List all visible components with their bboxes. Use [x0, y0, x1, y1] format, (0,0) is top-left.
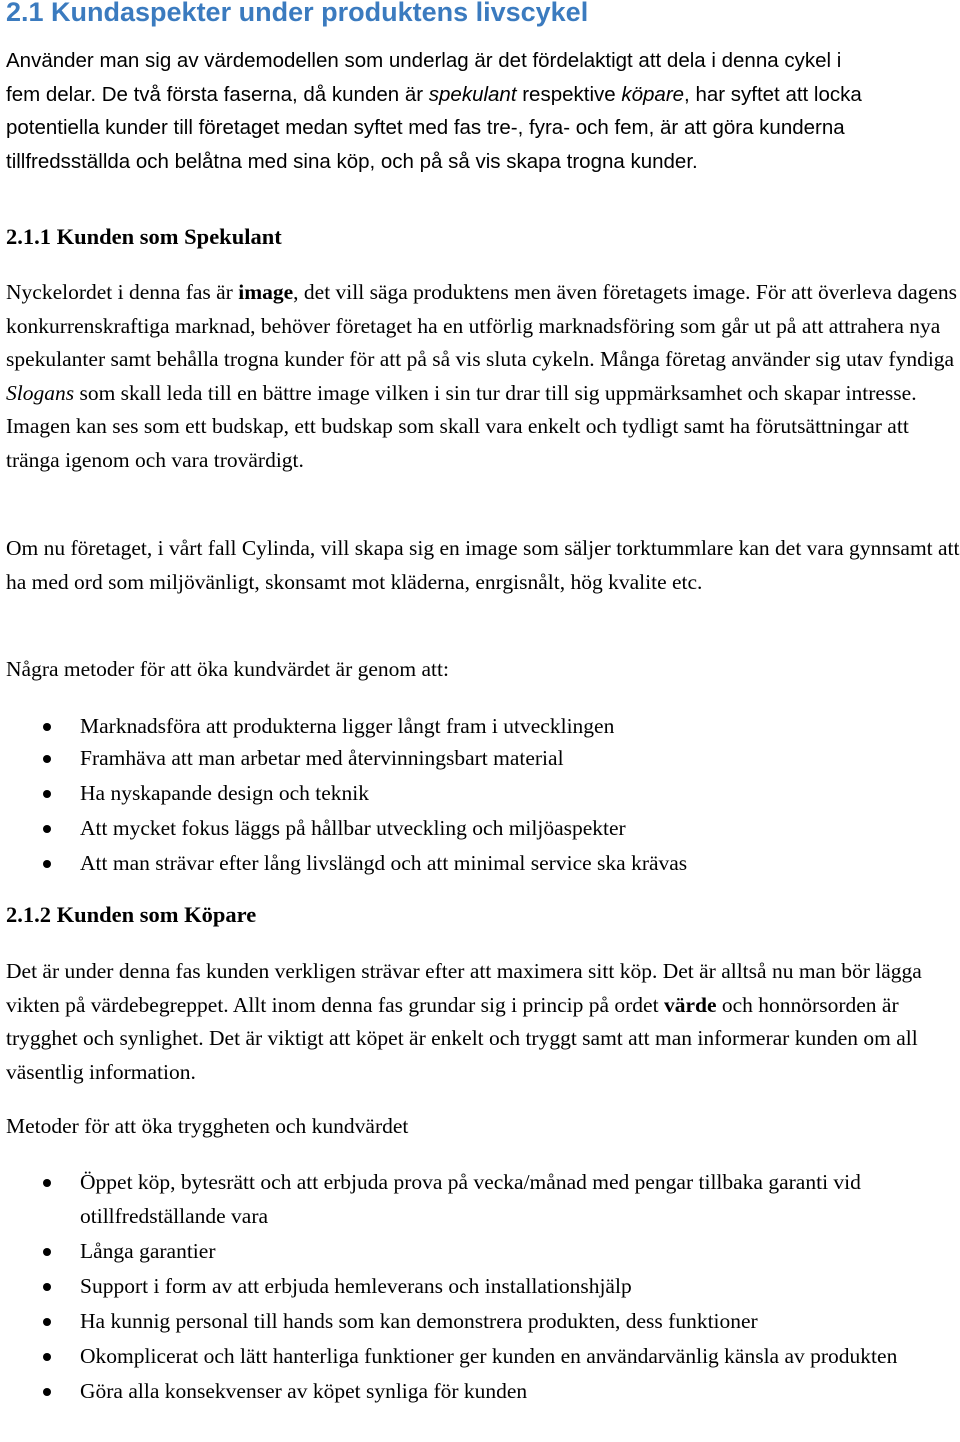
bullet-icon: [43, 723, 51, 731]
list-item: Att mycket fokus läggs på hållbar utveckling och miljöaspekter: [0, 812, 960, 846]
bullet-icon: [43, 1388, 51, 1396]
keyword-image: image: [238, 280, 294, 304]
bullet-icon: [43, 825, 51, 833]
intro-line-4: tillfredsställda och belåtna med sina köp, och på så vis skapa trogna kunder.: [6, 149, 698, 173]
bullet-icon: [43, 1248, 51, 1256]
intro-paragraph: [6, 44, 960, 178]
kopare-methods-intro: Metoder för att öka tryggheten och kundvärdet: [6, 1114, 409, 1138]
term-slogans: Slogans: [6, 380, 75, 405]
bullet-icon: [43, 1318, 51, 1326]
bullet-icon: [43, 1283, 51, 1291]
subsection-title-kopare: 2.1.2 Kunden som Köpare: [6, 902, 257, 927]
bullet-icon: [43, 790, 51, 798]
list-item: Ha kunnig personal till hands som kan demonstrera produkten, dess funktioner: [0, 1305, 960, 1339]
bullet-icon: [43, 1179, 51, 1187]
term-spekulant: spekulant: [428, 82, 517, 106]
list-item: Marknadsföra att produkterna ligger långt fram i utvecklingen: [0, 710, 960, 744]
kopare-paragraph-1: Det är under denna fas kunden verkligen strävar efter att maximera sitt köp. Det är alltså nu man bör lägga vikten på värdebegreppet. Allt inom denna fas grundar sig i princip på ordet värde och honnörsorden är trygghet och synlighet. Det är viktigt att köpet är enkelt och tryggt samt att man informerar kunden om all väsentlig information.: [6, 959, 922, 1084]
list-item: Support i form av att erbjuda hemleverans och installationshjälp: [0, 1270, 960, 1304]
bullet-icon: [43, 860, 51, 868]
intro-line-2: fem delar. De två första faserna, då kunden är spekulant respektive köpare, har syftet att locka: [6, 82, 862, 106]
intro-line-3: potentiella kunder till företaget medan syftet med fas tre-, fyra- och fem, är att göra kunderna: [6, 116, 845, 140]
list-item: Göra alla konsekvenser av köpet synliga för kunden: [0, 1375, 960, 1409]
list-item: Ha nyskapande design och teknik: [0, 777, 960, 811]
list-item: Att man strävar efter lång livslängd och att minimal service ska krävas: [0, 847, 960, 881]
spekulant-methods-intro: Några metoder för att öka kundvärdet är genom att:: [6, 657, 449, 681]
list-item: Öppet köp, bytesrätt och att erbjuda prova på vecka/månad med pengar tillbaka garanti vid otillfredställande vara: [0, 1166, 960, 1233]
spekulant-paragraph-1: Nyckelordet i denna fas är image, det vill säga produktens men även företagets image. För att överleva dagens konkurrenskraftiga marknad, behöver företaget ha en utförlig marknadsföring som går ut på att attrahera nya spekulanter samt behålla trogna kunder för att på så vis sluta cykeln. Många företag använder sig utav fyndiga Slogans som skall leda till en bättre image vilken i sin tur drar till sig uppmärksamhet och skapar intresse. Imagen kan ses som ett budskap, ett budskap som skall vara enkelt och tydligt samt ha förutsättningar att tränga igenom och vara trovärdigt.: [6, 280, 958, 472]
spekulant-methods-list: [0, 710, 960, 880]
list-item: Framhäva att man arbetar med återvinningsbart material: [0, 742, 960, 776]
spekulant-paragraph-2: Om nu företaget, i vårt fall Cylinda, vill skapa sig en image som säljer torktummlare kan det vara gynnsamt att ha med ord som miljövänligt, skonsamt mot kläderna, enrgisnålt, hög kvalite etc.: [6, 536, 960, 594]
section-heading: 2.1 Kundaspekter under produktens livscykel: [6, 0, 589, 27]
intro-line-1: Använder man sig av värdemodellen som underlag är det fördelaktigt att dela i denna cykel i: [6, 49, 842, 72]
list-item: Okomplicerat och lätt hanterliga funktioner ger kunden en användarvänlig känsla av produkten: [0, 1340, 960, 1374]
keyword-varde: värde: [663, 992, 717, 1017]
bullet-icon: [43, 755, 51, 763]
subsection-title-spekulant: 2.1.1 Kunden som Spekulant: [6, 224, 282, 249]
list-item: Långa garantier: [0, 1235, 960, 1269]
kopare-methods-list: [0, 1166, 960, 1409]
bullet-icon: [43, 1353, 51, 1361]
term-kopare: köpare: [621, 82, 685, 106]
